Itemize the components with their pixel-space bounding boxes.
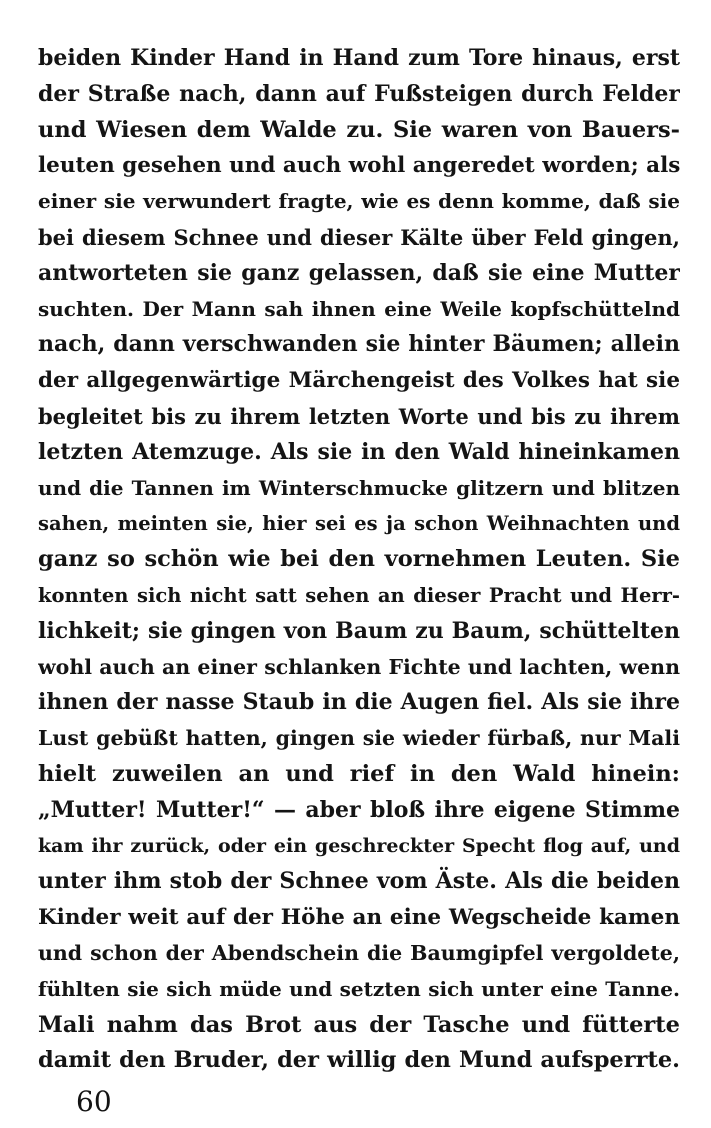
text-line: Lust gebüßt hatten, gingen sie wieder fürbaß, nur Mali xyxy=(38,726,680,751)
text-line: „Mutter! Mutter!“ — aber bloß ihre eigene Stimme xyxy=(38,796,680,823)
text-line: wohl auch an einer schlanken Fichte und lachten, wenn xyxy=(38,654,680,679)
text-line: konnten sich nicht satt sehen an dieser Pracht und Herr- xyxy=(38,583,680,607)
text-line: ganz so schön wie bei den vornehmen Leuten. Sie xyxy=(38,546,680,573)
text-line: und die Tannen im Winterschmucke glitzern und blitzen xyxy=(38,475,680,500)
page-number: 60 xyxy=(76,1085,112,1118)
text-line: Mali nahm das Brot aus der Tasche und fütterte xyxy=(38,1011,680,1038)
text-line: leuten gesehen und auch wohl angeredet worden; als xyxy=(38,153,680,179)
text-line: begleitet bis zu ihrem letzten Worte und bis zu ihrem xyxy=(38,403,680,429)
text-line: bei diesem Schnee und dieser Kälte über Feld gingen, xyxy=(38,224,680,250)
text-line: nach, dann verschwanden sie hinter Bäumen; allein xyxy=(38,331,680,358)
text-line: damit den Bruder, der willig den Mund aufsperrte. xyxy=(38,1047,680,1074)
text-line: fühlten sie sich müde und setzten sich unter eine Tanne. xyxy=(38,976,680,1001)
text-line: der Straße nach, dann auf Fußsteigen durch Felder xyxy=(38,80,680,107)
text-line: beiden Kinder Hand in Hand zum Tore hinaus, erst xyxy=(38,45,680,71)
text-line: antworteten sie ganz gelassen, daß sie eine Mutter xyxy=(38,259,680,286)
text-line: ihnen der nasse Staub in die Augen fiel. Als sie ihre xyxy=(38,689,680,716)
text-line: einer sie verwundert fragte, wie es denn komme, daß sie xyxy=(38,189,680,214)
text-line: Kinder weit auf der Höhe an eine Wegscheide kamen xyxy=(38,905,680,931)
text-line: kam ihr zurück, oder ein geschreckter Specht flog auf, und xyxy=(38,834,680,857)
text-line: sahen, meinten sie, hier sei es ja schon Weihnachten und xyxy=(38,512,680,536)
text-line: lichkeit; sie gingen von Baum zu Baum, schüttelten xyxy=(38,617,680,644)
text-line: hielt zuweilen an und rief in den Wald hinein: xyxy=(38,760,680,787)
text-line: letzten Atemzuge. Als sie in den Wald hineinkamen xyxy=(38,438,680,465)
body-text xyxy=(38,41,680,1079)
text-line: und Wiesen dem Walde zu. Sie waren von Bauers- xyxy=(38,116,680,143)
text-line: unter ihm stob der Schnee vom Äste. Als die beiden xyxy=(38,868,680,895)
text-line: und schon der Abendschein die Baumgipfel vergoldete, xyxy=(38,940,680,965)
text-line: der allgegenwärtige Märchengeist des Volkes hat sie xyxy=(38,368,680,394)
text-line: suchten. Der Mann sah ihnen eine Weile kopfschüttelnd xyxy=(38,296,680,321)
